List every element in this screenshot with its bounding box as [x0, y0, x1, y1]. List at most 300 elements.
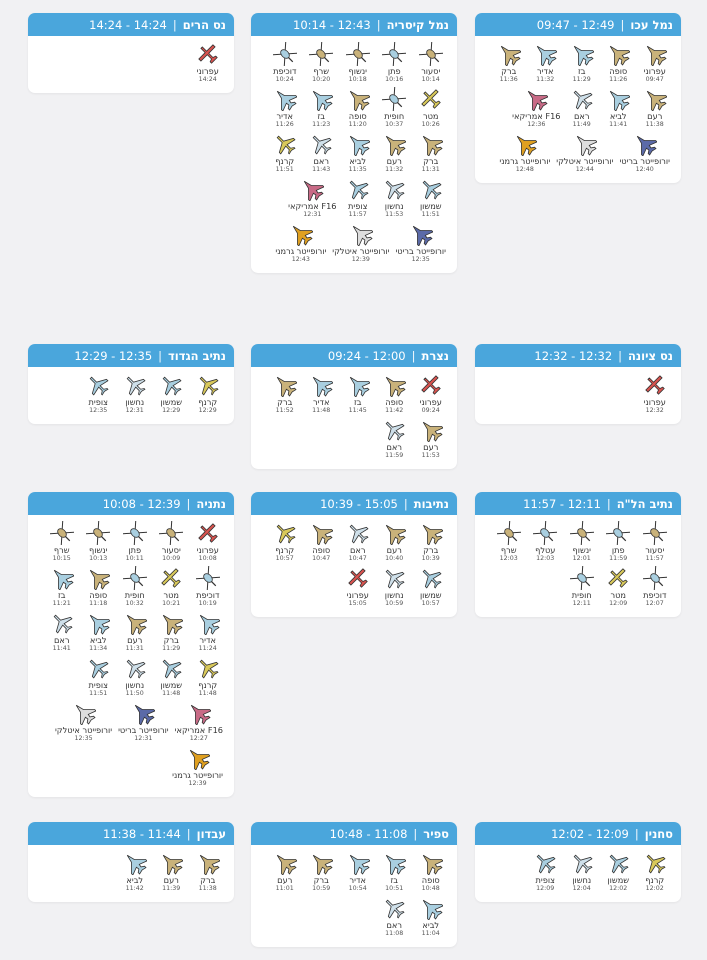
jet-blue-icon: [346, 373, 370, 397]
aircraft-name: עטלף: [535, 545, 556, 555]
aircraft-name: יסעור: [645, 545, 665, 555]
aircraft-item: [376, 566, 413, 608]
aircraft-time: 10:18: [348, 76, 367, 83]
aircraft-name: רעם: [386, 545, 402, 555]
jet-blue-icon: [86, 611, 110, 635]
helicopter-icon: [273, 42, 297, 66]
aircraft-time: 12:31: [303, 211, 322, 218]
time-range: 11:57 - 12:11: [523, 496, 601, 511]
aircraft-grid: [475, 845, 681, 902]
aircraft-grid: [251, 845, 457, 947]
jet-tan-icon: [419, 851, 443, 875]
aircraft-name: בז: [317, 111, 326, 121]
aircraft-name: רעם: [386, 156, 402, 166]
aircraft-time: 10:54: [348, 885, 367, 892]
aircraft-item: [637, 87, 674, 129]
aircraft-name: יורופייטר איטלקי: [332, 246, 390, 256]
aircraft-time: 12:27: [189, 735, 208, 742]
aircraft-name: סופה: [348, 111, 367, 121]
aircraft-grid: [28, 515, 234, 797]
aircraft-time: 10:14: [421, 76, 440, 83]
aircraft-name: יורופייטר בריטי: [395, 246, 446, 256]
aircraft-item: [190, 373, 227, 415]
aircraft-name: יסעור: [161, 545, 181, 555]
location-card: [475, 492, 681, 617]
aircraft-item: [190, 42, 227, 84]
aircraft-item: [80, 373, 117, 415]
helicopter-icon: [533, 521, 557, 545]
aircraft-name: ברק: [423, 156, 439, 166]
card-header: [251, 344, 457, 367]
aircraft-item: [153, 611, 190, 653]
aircraft-name: בז: [390, 875, 399, 885]
helicopter-icon: [123, 521, 147, 545]
aircraft-time: 10:57: [275, 555, 294, 562]
aircraft-name: קרנף: [275, 156, 295, 166]
aircraft-time: 10:57: [421, 600, 440, 607]
aircraft-item: [117, 566, 154, 608]
aircraft-name: ראם: [573, 111, 590, 121]
time-range: 09:24 - 12:00: [327, 348, 406, 363]
header-separator: |: [158, 348, 163, 363]
aircraft-item: [413, 132, 450, 174]
aircraft-item: [117, 611, 154, 653]
aircraft-time: 11:48: [162, 690, 181, 697]
helicopter-icon: [123, 566, 147, 590]
jet-tan-icon: [419, 521, 443, 545]
aircraft-item: [340, 373, 377, 415]
location-name: נמל קיסריה: [386, 17, 449, 32]
usa-jet-icon: [187, 701, 211, 725]
aircraft-item: [340, 87, 377, 129]
aircraft-name: ברק: [313, 875, 329, 885]
location-name: ספיר: [423, 826, 449, 841]
aircraft-time: 11:34: [89, 645, 108, 652]
transport-icon: [419, 177, 443, 201]
aircraft-name: חופית: [571, 590, 592, 600]
aircraft-name: ברק: [200, 875, 216, 885]
jet-tan-icon: [346, 87, 370, 111]
transport-icon: [86, 656, 110, 680]
aircraft-time: 11:36: [499, 76, 518, 83]
prop-plane-icon: [159, 566, 183, 590]
transport-icon: [159, 656, 183, 680]
aircraft-grid: [28, 845, 234, 902]
aircraft-item: [267, 851, 304, 893]
location-name: נתיב הל"ה: [616, 496, 673, 511]
aircraft-time: 11:50: [125, 690, 144, 697]
aircraft-name: שמשון: [419, 590, 442, 600]
aircraft-time: 12:35: [411, 256, 430, 263]
aircraft-item: [44, 611, 81, 653]
location-card: [475, 344, 681, 424]
jet-blue-icon: [346, 851, 370, 875]
aircraft-name: שמשון: [419, 201, 442, 211]
aircraft-time: 11:53: [385, 211, 404, 218]
time-range: 14:24 - 14:24: [89, 17, 167, 32]
aircraft-name: שרף: [313, 66, 330, 76]
aircraft-item: [600, 42, 637, 84]
red-prop-icon: [196, 42, 220, 66]
helicopter-icon: [346, 42, 370, 66]
aircraft-item: [491, 521, 528, 563]
card-header: [475, 492, 681, 515]
location-card: [251, 13, 457, 273]
aircraft-item: [303, 521, 340, 563]
aircraft-item: [564, 521, 601, 563]
aircraft-name: נחשון: [572, 875, 592, 885]
aircraft-name: רעם: [163, 875, 179, 885]
time-range: 12:32 - 12:32: [534, 348, 613, 363]
airliner-icon: [123, 656, 147, 680]
usa-jet-icon: [524, 87, 548, 111]
aircraft-time: 12:29: [162, 407, 181, 414]
aircraft-name: ראם: [313, 156, 330, 166]
location-card: [28, 822, 234, 902]
helicopter-icon: [309, 42, 333, 66]
aircraft-item: [600, 87, 637, 129]
aircraft-name: שמשון: [160, 397, 183, 407]
aircraft-item: [340, 177, 377, 219]
germany-jet-icon: [289, 222, 313, 246]
jet-tan-icon: [382, 521, 406, 545]
header-separator: |: [413, 826, 418, 841]
aircraft-item: [527, 851, 564, 893]
helicopter-icon: [50, 521, 74, 545]
time-range: 10:08 - 12:39: [102, 496, 181, 511]
aircraft-time: 11:51: [421, 211, 440, 218]
aircraft-name: F16 אמריקאי: [288, 201, 337, 211]
aircraft-time: 11:45: [348, 407, 367, 414]
aircraft-grid: [251, 36, 457, 273]
aircraft-time: 12:39: [188, 780, 207, 787]
location-name: נמל עכו: [630, 17, 673, 32]
location-card: [251, 822, 457, 947]
aircraft-name: ראם: [349, 545, 366, 555]
location-card: [475, 822, 681, 902]
aircraft-item: [52, 701, 115, 743]
aircraft-name: לביא: [349, 156, 367, 166]
location-card: [28, 344, 234, 424]
aircraft-time: 11:35: [348, 166, 367, 173]
jet-blue-icon: [123, 851, 147, 875]
airliner-icon: [382, 418, 406, 442]
aircraft-time: 10:39: [421, 555, 440, 562]
aircraft-time: 11:41: [609, 121, 628, 128]
aircraft-item: [115, 701, 172, 743]
aircraft-item: [272, 222, 329, 264]
aircraft-time: 11:21: [52, 600, 71, 607]
uk-jet-icon: [131, 701, 155, 725]
aircraft-time: 10:08: [198, 555, 217, 562]
aircraft-time: 11:26: [609, 76, 628, 83]
aircraft-time: 10:15: [52, 555, 71, 562]
aircraft-grid: [28, 367, 234, 424]
airliner-icon: [570, 87, 594, 111]
jet-blue-icon: [382, 851, 406, 875]
airliner-icon: [382, 566, 406, 590]
aircraft-time: 12:01: [572, 555, 591, 562]
aircraft-grid: [475, 367, 681, 424]
aircraft-time: 10:09: [162, 555, 181, 562]
helicopter-icon: [570, 521, 594, 545]
aircraft-name: רעם: [647, 111, 663, 121]
aircraft-name: רעם: [127, 635, 143, 645]
aircraft-item: [153, 373, 190, 415]
aircraft-name: לביא: [422, 920, 440, 930]
aircraft-time: 12:31: [125, 407, 144, 414]
aircraft-item: [44, 566, 81, 608]
aircraft-name: אדיר: [199, 635, 216, 645]
aircraft-item: [376, 42, 413, 84]
prop-plane-icon: [419, 87, 443, 111]
aircraft-name: יורופייטר איטלקי: [54, 725, 113, 735]
jet-tan-icon: [86, 566, 110, 590]
aircraft-time: 11:26: [275, 121, 294, 128]
aircraft-item: [117, 521, 154, 563]
aircraft-name: לביא: [89, 635, 107, 645]
aircraft-time: 12:48: [515, 166, 534, 173]
aircraft-item: [553, 132, 616, 174]
aircraft-time: 11:51: [275, 166, 294, 173]
aircraft-item: [527, 521, 564, 563]
jet-blue-icon: [570, 42, 594, 66]
aircraft-time: 10:24: [275, 76, 294, 83]
aircraft-name: צופית: [88, 397, 108, 407]
aircraft-name: ברק: [501, 66, 517, 76]
aircraft-time: 10:47: [312, 555, 331, 562]
aircraft-item: [340, 566, 377, 608]
aircraft-item: [44, 521, 81, 563]
aircraft-time: 11:53: [421, 452, 440, 459]
aircraft-name: פתן: [387, 66, 401, 76]
transport-icon: [159, 373, 183, 397]
jet-tan-icon: [309, 521, 333, 545]
aircraft-name: רעם: [277, 875, 293, 885]
aircraft-name: אדיר: [276, 111, 293, 121]
aircraft-time: 12:39: [351, 256, 370, 263]
aircraft-name: יסעור: [421, 66, 441, 76]
aircraft-time: 11:31: [421, 166, 440, 173]
aircraft-name: עפרוני: [643, 397, 666, 407]
aircraft-time: 11:42: [385, 407, 404, 414]
jet-blue-icon: [309, 373, 333, 397]
card-header: [475, 344, 681, 367]
aircraft-time: 11:04: [421, 930, 440, 937]
aircraft-item: [190, 851, 227, 893]
aircraft-time: 11:24: [198, 645, 217, 652]
aircraft-time: 10:20: [312, 76, 331, 83]
aircraft-grid: [251, 367, 457, 469]
time-range: 12:02 - 12:09: [551, 826, 629, 841]
aircraft-name: יורופייטר גרמני: [499, 156, 551, 166]
header-separator: |: [376, 17, 381, 32]
airliner-icon: [382, 896, 406, 920]
aircraft-time: 10:59: [385, 600, 404, 607]
aircraft-name: קרנף: [645, 875, 665, 885]
aircraft-name: ינשוף: [89, 545, 108, 555]
location-card: [251, 344, 457, 469]
aircraft-name: F16 אמריקאי: [512, 111, 561, 121]
aircraft-time: 10:13: [89, 555, 108, 562]
aircraft-name: סופה: [312, 545, 331, 555]
aircraft-item: [564, 851, 601, 893]
prop-plane-icon: [606, 566, 630, 590]
aircraft-name: בז: [57, 590, 66, 600]
aircraft-item: [267, 521, 304, 563]
transport-icon: [346, 177, 370, 201]
aircraft-time: 11:57: [348, 211, 367, 218]
aircraft-item: [190, 566, 227, 608]
red-prop-icon: [643, 373, 667, 397]
aircraft-time: 10:47: [348, 555, 367, 562]
aircraft-item: [413, 896, 450, 938]
aircraft-name: קרנף: [198, 680, 218, 690]
aircraft-item: [169, 746, 226, 788]
location-name: נס הרים: [182, 17, 226, 32]
header-separator: |: [186, 496, 191, 511]
aircraft-name: ינשוף: [572, 545, 591, 555]
aircraft-item: [413, 418, 450, 460]
aircraft-name: F16 אמריקאי: [174, 725, 223, 735]
aircraft-item: [303, 132, 340, 174]
aircraft-grid: [475, 36, 681, 183]
aircraft-time: 12:35: [89, 407, 108, 414]
aircraft-time: 11:59: [385, 452, 404, 459]
aircraft-item: [413, 521, 450, 563]
aircraft-time: 11:01: [275, 885, 294, 892]
aircraft-item: [340, 42, 377, 84]
aircraft-name: ברק: [277, 397, 293, 407]
aircraft-time: 11:51: [89, 690, 108, 697]
aircraft-time: 10:11: [125, 555, 144, 562]
aircraft-item: [376, 373, 413, 415]
location-name: עבדון: [196, 826, 226, 841]
jet-tan-icon: [159, 851, 183, 875]
jet-blue-icon: [50, 566, 74, 590]
transport-icon: [196, 373, 220, 397]
jet-tan-icon: [159, 611, 183, 635]
aircraft-name: סופה: [421, 875, 440, 885]
aircraft-name: עפרוני: [419, 397, 442, 407]
aircraft-item: [80, 521, 117, 563]
italy-jet-icon: [349, 222, 373, 246]
aircraft-item: [376, 851, 413, 893]
airliner-icon: [382, 177, 406, 201]
card-header: [475, 822, 681, 845]
aircraft-name: עפרוני: [196, 66, 219, 76]
transport-icon: [86, 373, 110, 397]
aircraft-item: [413, 566, 450, 608]
aircraft-item: [80, 656, 117, 698]
location-name: נתניה: [196, 496, 226, 511]
aircraft-name: ראם: [386, 442, 403, 452]
aircraft-name: דוכיפת: [273, 66, 297, 76]
aircraft-item: [80, 566, 117, 608]
aircraft-time: 12:02: [645, 885, 664, 892]
card-header: [251, 822, 457, 845]
aircraft-name: שרף: [500, 545, 517, 555]
aircraft-time: 12:03: [536, 555, 555, 562]
aircraft-name: בז: [353, 397, 362, 407]
header-separator: |: [620, 17, 625, 32]
aircraft-name: יורופייטר בריטי: [619, 156, 670, 166]
jet-tan-icon: [382, 373, 406, 397]
header-separator: |: [403, 496, 408, 511]
aircraft-name: צופית: [348, 201, 368, 211]
aircraft-grid: [251, 515, 457, 617]
uk-jet-icon: [409, 222, 433, 246]
aircraft-item: [637, 566, 674, 608]
aircraft-time: 11:18: [89, 600, 108, 607]
jet-tan-icon: [309, 851, 333, 875]
aircraft-name: ברק: [163, 635, 179, 645]
aircraft-time: 12:29: [198, 407, 217, 414]
aircraft-item: [564, 42, 601, 84]
aircraft-time: 11:29: [572, 76, 591, 83]
jet-tan-icon: [273, 373, 297, 397]
aircraft-name: ראם: [386, 920, 403, 930]
aircraft-item: [267, 132, 304, 174]
jet-blue-icon: [419, 896, 443, 920]
aircraft-name: ברק: [423, 545, 439, 555]
aircraft-time: 10:48: [421, 885, 440, 892]
helicopter-icon: [382, 87, 406, 111]
card-header: [28, 492, 234, 515]
aircraft-item: [153, 656, 190, 698]
aircraft-name: דוכיפת: [643, 590, 667, 600]
aircraft-name: קרנף: [275, 545, 295, 555]
aircraft-item: [267, 42, 304, 84]
aircraft-time: 12:04: [572, 885, 591, 892]
aircraft-item: [392, 222, 449, 264]
aircraft-item: [600, 851, 637, 893]
jet-blue-icon: [533, 42, 557, 66]
aircraft-name: סופה: [89, 590, 108, 600]
transport-icon: [273, 132, 297, 156]
aircraft-time: 12:11: [572, 600, 591, 607]
aircraft-item: [637, 851, 674, 893]
helicopter-icon: [643, 521, 667, 545]
aircraft-name: סופה: [609, 66, 628, 76]
aircraft-item: [80, 611, 117, 653]
aircraft-time: 11:38: [645, 121, 664, 128]
jet-tan-icon: [419, 418, 443, 442]
aircraft-time: 12:03: [499, 555, 518, 562]
location-name: סחנין: [644, 826, 673, 841]
aircraft-item: [153, 566, 190, 608]
helicopter-icon: [643, 566, 667, 590]
aircraft-time: 11:57: [645, 555, 664, 562]
aircraft-item: [285, 177, 339, 219]
aircraft-time: 10:40: [385, 555, 404, 562]
jet-blue-icon: [346, 132, 370, 156]
airliner-icon: [346, 521, 370, 545]
aircraft-item: [413, 177, 450, 219]
aircraft-name: סופה: [385, 397, 404, 407]
italy-jet-icon: [72, 701, 96, 725]
uk-jet-icon: [633, 132, 657, 156]
location-name: נתיב הגדוד: [168, 348, 226, 363]
aircraft-item: [376, 87, 413, 129]
usa-jet-icon: [300, 177, 324, 201]
aircraft-item: [637, 42, 674, 84]
aircraft-time: 11:23: [312, 121, 331, 128]
aircraft-item: [340, 521, 377, 563]
aircraft-name: שרף: [53, 545, 70, 555]
location-card: [251, 492, 457, 617]
aircraft-item: [600, 566, 637, 608]
